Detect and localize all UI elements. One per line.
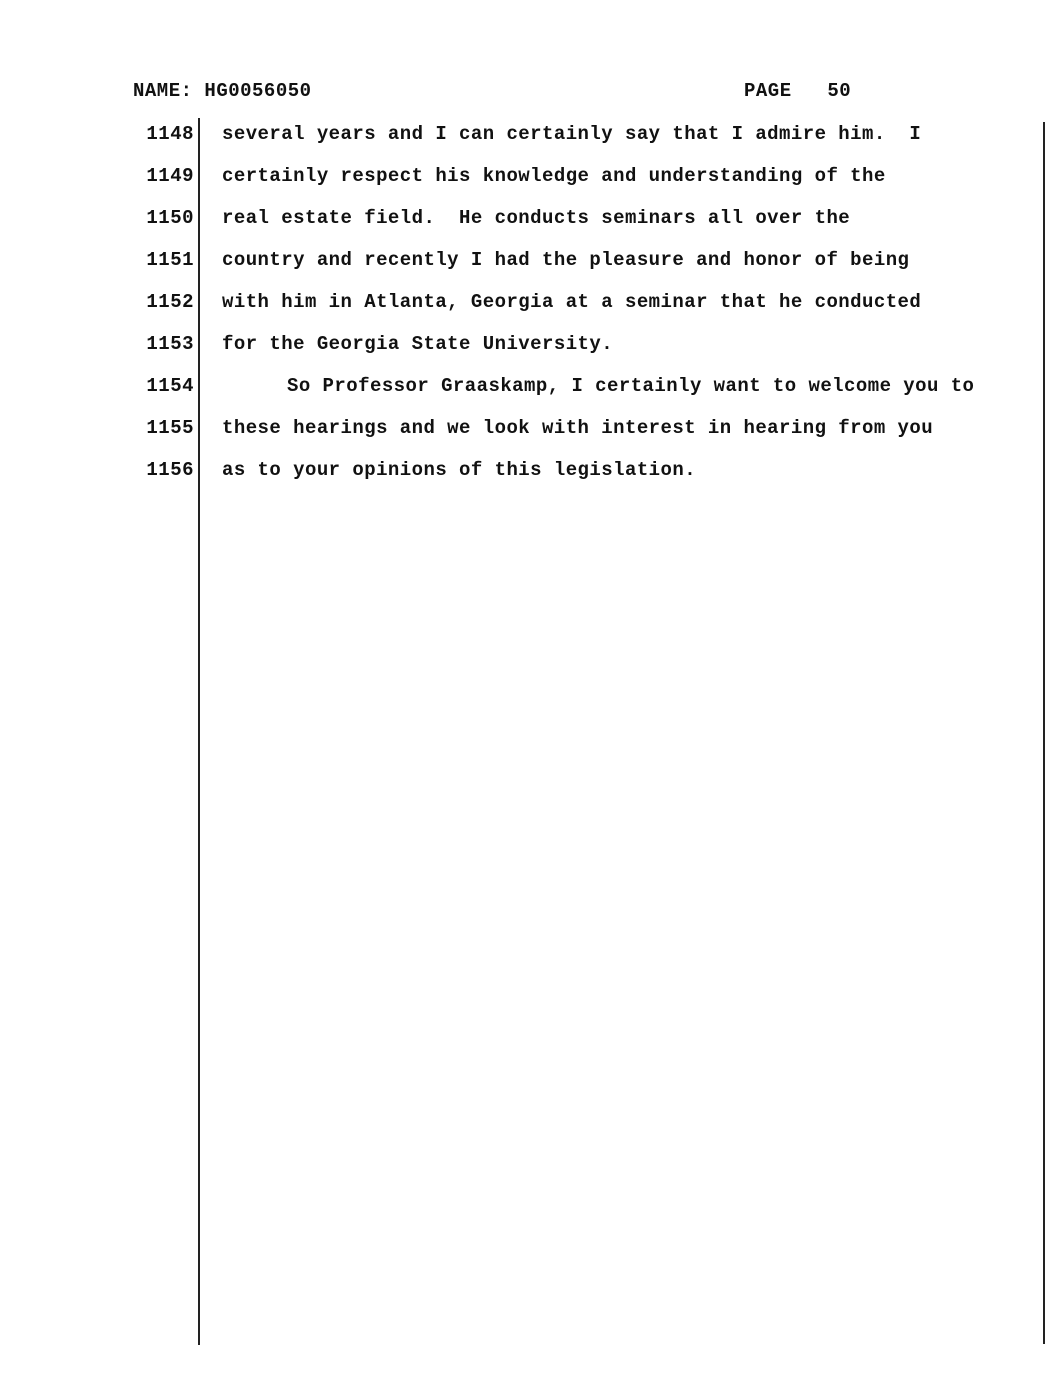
line-text: So Professor Graaskamp, I certainly want to welcome you to bbox=[287, 375, 975, 397]
transcript-line bbox=[0, 202, 1061, 244]
transcript-line bbox=[0, 286, 1061, 328]
line-text: country and recently I had the pleasure and honor of being bbox=[222, 249, 910, 271]
page-number: 50 bbox=[827, 80, 852, 102]
name-label: NAME: bbox=[133, 80, 193, 102]
line-number: 1149 bbox=[146, 165, 194, 187]
line-number: 1148 bbox=[146, 123, 194, 145]
line-text: as to your opinions of this legislation. bbox=[222, 459, 697, 481]
transcript-lines bbox=[0, 118, 1061, 496]
document-id: HG0056050 bbox=[204, 80, 312, 102]
document-name-header bbox=[133, 80, 312, 102]
transcript-line bbox=[0, 118, 1061, 160]
line-text: several years and I can certainly say that I admire him. I bbox=[222, 123, 922, 145]
line-number: 1151 bbox=[146, 249, 194, 271]
line-number: 1152 bbox=[146, 291, 194, 313]
page-label: PAGE bbox=[744, 80, 792, 102]
line-text: for the Georgia State University. bbox=[222, 333, 614, 355]
line-number: 1155 bbox=[146, 417, 194, 439]
page-number-header bbox=[744, 80, 851, 102]
line-number: 1150 bbox=[146, 207, 194, 229]
line-text: with him in Atlanta, Georgia at a seminar that he conducted bbox=[222, 291, 922, 313]
transcript-line bbox=[0, 370, 1061, 412]
line-text: certainly respect his knowledge and understanding of the bbox=[222, 165, 886, 187]
line-number: 1154 bbox=[146, 375, 194, 397]
transcript-line bbox=[0, 160, 1061, 202]
transcript-line bbox=[0, 412, 1061, 454]
line-number: 1153 bbox=[146, 333, 194, 355]
line-text: these hearings and we look with interest in hearing from you bbox=[222, 417, 934, 439]
line-text: real estate field. He conducts seminars all over the bbox=[222, 207, 851, 229]
line-number: 1156 bbox=[146, 459, 194, 481]
transcript-line bbox=[0, 454, 1061, 496]
transcript-line bbox=[0, 328, 1061, 370]
transcript-line bbox=[0, 244, 1061, 286]
